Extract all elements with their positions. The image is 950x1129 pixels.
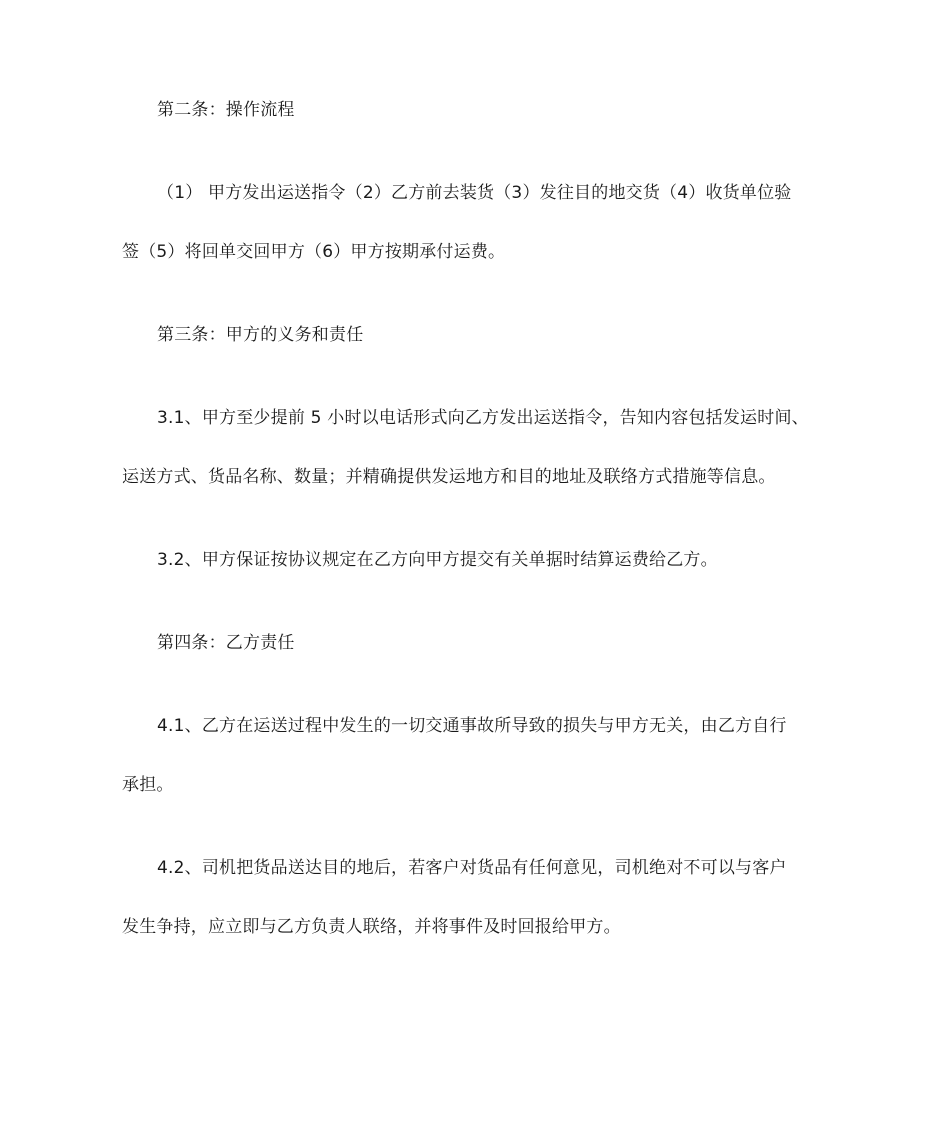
article-2-heading: 第二条：操作流程 — [157, 100, 295, 120]
article-2-body-line-1: （1） 甲方发出运送指令（2）乙方前去装货（3）发往目的地交货（4）收货单位验 — [157, 183, 792, 203]
clause-3-1-line-2: 运送方式、货品名称、数量；并精确提供发运地方和目的地址及联络方式措施等信息。 — [122, 467, 776, 487]
clause-4-2-line-1: 4.2、司机把货品送达目的地后，若客户对货品有任何意见，司机绝对不可以与客户 — [157, 858, 787, 878]
article-4-heading: 第四条：乙方责任 — [157, 633, 295, 653]
clause-4-1-line-2: 承担。 — [122, 775, 174, 795]
article-2-body-line-2: 签（5）将回单交回甲方（6）甲方按期承付运费。 — [122, 242, 506, 262]
clause-4-2 — [122, 850, 832, 945]
clause-3-2: 3.2、甲方保证按协议规定在乙方向甲方提交有关单据时结算运费给乙方。 — [157, 550, 718, 570]
clause-3-1 — [122, 400, 832, 495]
article-3-heading: 第三条：甲方的义务和责任 — [157, 325, 364, 345]
clause-4-2-line-2: 发生争持，应立即与乙方负责人联络，并将事件及时回报给甲方。 — [122, 917, 621, 937]
clause-4-1 — [122, 708, 832, 803]
article-2-body — [122, 175, 832, 270]
clause-4-1-line-1: 4.1、乙方在运送过程中发生的一切交通事故所导致的损失与甲方无关，由乙方自行 — [157, 716, 787, 736]
document-body — [122, 92, 832, 945]
clause-3-1-line-1: 3.1、甲方至少提前 5 小时以电话形式向乙方发出运送指令，告知内容包括发运时间、 — [157, 408, 809, 428]
